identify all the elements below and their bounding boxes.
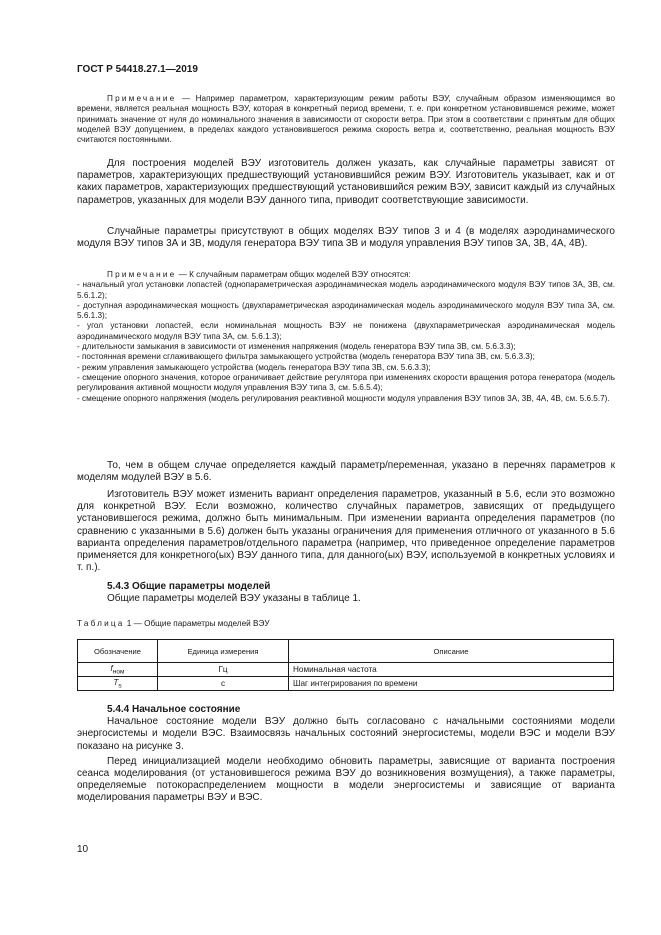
section-5-4-4: [77, 704, 615, 805]
table-caption-label: Таблица: [77, 619, 125, 628]
table-header-row: [78, 640, 614, 663]
note-label: Примечание: [107, 94, 177, 103]
note-item: - постоянная времени сглаживающего фильтра замыкающего устройства (модель генератора ВЭУ типа 3В, см. 5.6.3.3);: [77, 352, 535, 362]
note-intro: — К случайным параметрам общих моделей ВЭУ относятся:: [176, 270, 411, 279]
document-header: ГОСТ Р 54418.27.1—2019: [77, 64, 198, 75]
section-heading: 5.4.3 Общие параметры моделей: [107, 581, 271, 592]
note-item: - смещение опорного значения, которое ограничивает действие регулятора при изменениях скорости вращения ротора генератора (модель регулирования активной мощности модуля управления ВЭУ типа 3, см. 5.6.5.4);: [77, 372, 615, 393]
symbol-subscript: s: [118, 682, 122, 690]
paragraph-text: Изготовитель ВЭУ может изменить вариант определения параметров, указанный в 5.6, если это возможно для конкретной ВЭУ. Если возможно, количество случайных параметров, зависящих от предыдущего установившегося режима, должно быть минимальным. При изменении варианта определения параметров (по сравнению с указанными в 5.6) должен быть указаны ограничения для применения отличного от указанного в 5.6 варианта определения параметров/отдельного параметра (например, что приведенное определение параметров применяется для конкретного(ых) ВЭУ данного типа, для данного(ых) ВЭУ, используемой в конкретных условиях и т. п.).: [77, 489, 615, 574]
parameters-table: [77, 639, 614, 691]
note-text: — Например параметром, характеризующим режим работы ВЭУ, случайным образом изменяющимся во времени, является реальная мощность ВЭУ, которая в конкретный период времени, т. е. при конкретном установившемся режиме, может принимать значение от нуля до номинального значения в зависимости от скорости ветра. При этом в соответствии с принятым для общих моделей ВЭУ допущением, в пределах каждого установившегося режима скорость ветра и, соответственно, реальная мощность ВЭУ считаются постоянными.: [77, 94, 615, 145]
table-row: [78, 677, 614, 691]
description-cell: Номинальная частота: [289, 663, 614, 677]
note-item: - начальный угол установки лопастей (однопараметрическая аэродинамическая модель аэродинамического модуля ВЭУ типов 3А, 3В, см. 5.6.1.2);: [77, 280, 615, 300]
symbol: f: [110, 663, 113, 673]
symbol-cell: [78, 677, 158, 691]
unit-cell: с: [158, 677, 289, 691]
page-number: 10: [77, 844, 89, 855]
paragraph-1: [77, 158, 615, 207]
section-text: Начальное состояние модели ВЭУ должно быть согласовано с начальными состояниями модели энергосистемы и модели ВЭС. Взаимосвязь начальных состояний энергосистемы, модели ВЭС и модели ВЭУ показано на рисунке 3.: [77, 716, 615, 752]
table-caption-text: 1 — Общие параметры моделей ВЭУ: [124, 619, 270, 628]
header-cell: Единица измерения: [158, 640, 289, 663]
symbol: T: [113, 677, 119, 687]
header-cell: Обозначение: [78, 640, 158, 663]
paragraph-text: Для построения моделей ВЭУ изготовитель должен указать, как случайные параметры зависят от параметров, характеризующих предшествующий установившийся режим ВЭУ. Изготовитель указывает, как и от каких параметров, характеризующих предшествующий установившийся режим ВЭУ, зависит каждый из случайных параметров, указанных для модели ВЭУ данного типа, приводит соответствующие зависимости.: [77, 158, 615, 206]
note-item: - режим управления замыкающего устройства (модель генератора ВЭУ типа 3В, см. 5.6.3.3);: [77, 362, 431, 372]
note-item: - длительности замыкания в зависимости от изменения напряжения (модель генератора ВЭУ типа 3В, см. 5.6.3.3);: [77, 342, 516, 352]
section-text: Общие параметры моделей ВЭУ указаны в таблице 1.: [107, 593, 361, 605]
description-cell: Шаг интегрирования по времени: [289, 677, 614, 691]
symbol-subscript: ном: [112, 668, 125, 676]
note-1: [77, 94, 615, 145]
note-2: [77, 270, 615, 404]
section-heading: 5.4.4 Начальное состояние: [107, 704, 241, 715]
header-cell: Описание: [289, 640, 614, 663]
section-5-4-3: [77, 581, 615, 605]
paragraph-text: Случайные параметры присутствуют в общих моделях ВЭУ типов 3 и 4 (в моделях аэродинамического модуля ВЭУ типов 3А и 3В, модуля генератора ВЭУ типа 3В и модуля управления ВЭУ типов 3А, 3В, 4А, 4В).: [77, 226, 615, 250]
unit-cell: Гц: [158, 663, 289, 677]
note-item: - угол установки лопастей, если номинальная мощность ВЭУ не понижена (двухпараметрическая аэродинамическая модель аэродинамического модуля ВЭУ типа 3А, см. 5.6.1.3);: [77, 321, 615, 341]
paragraph-3: [77, 460, 615, 484]
symbol-cell: [78, 663, 158, 677]
table-row: [78, 663, 614, 677]
paragraph-2: [77, 226, 615, 250]
paragraph-text: То, чем в общем случае определяется каждый параметр/переменная, указано в перечнях параметров к моделям модулей ВЭУ в 5.6.: [77, 460, 615, 484]
note-item: - доступная аэродинамическая мощность (двухпараметрическая аэродинамическая модель аэродинамического модуля ВЭУ типа 3А, см. 5.6.1.3);: [77, 300, 615, 321]
table-caption: [77, 619, 270, 629]
paragraph-4: [77, 489, 615, 574]
note-item: - смещение опорного напряжения (модель регулирования реактивной мощности модуля управления ВЭУ типов 3А, 3В, 4А, 4В, см. 5.6.5.7).: [77, 393, 610, 403]
note-label: Примечание: [107, 270, 177, 279]
section-text: Перед инициализацией модели необходимо обновить параметры, зависящие от варианта построения сеанса моделирования (от установившегося режима ВЭУ до возникновения возмущения), а также параметры, определяемые потокораспределением мощности в модели энергосистемы и зависящие от варианта моделирования параметры ВЭУ и ВЭС.: [77, 755, 615, 804]
